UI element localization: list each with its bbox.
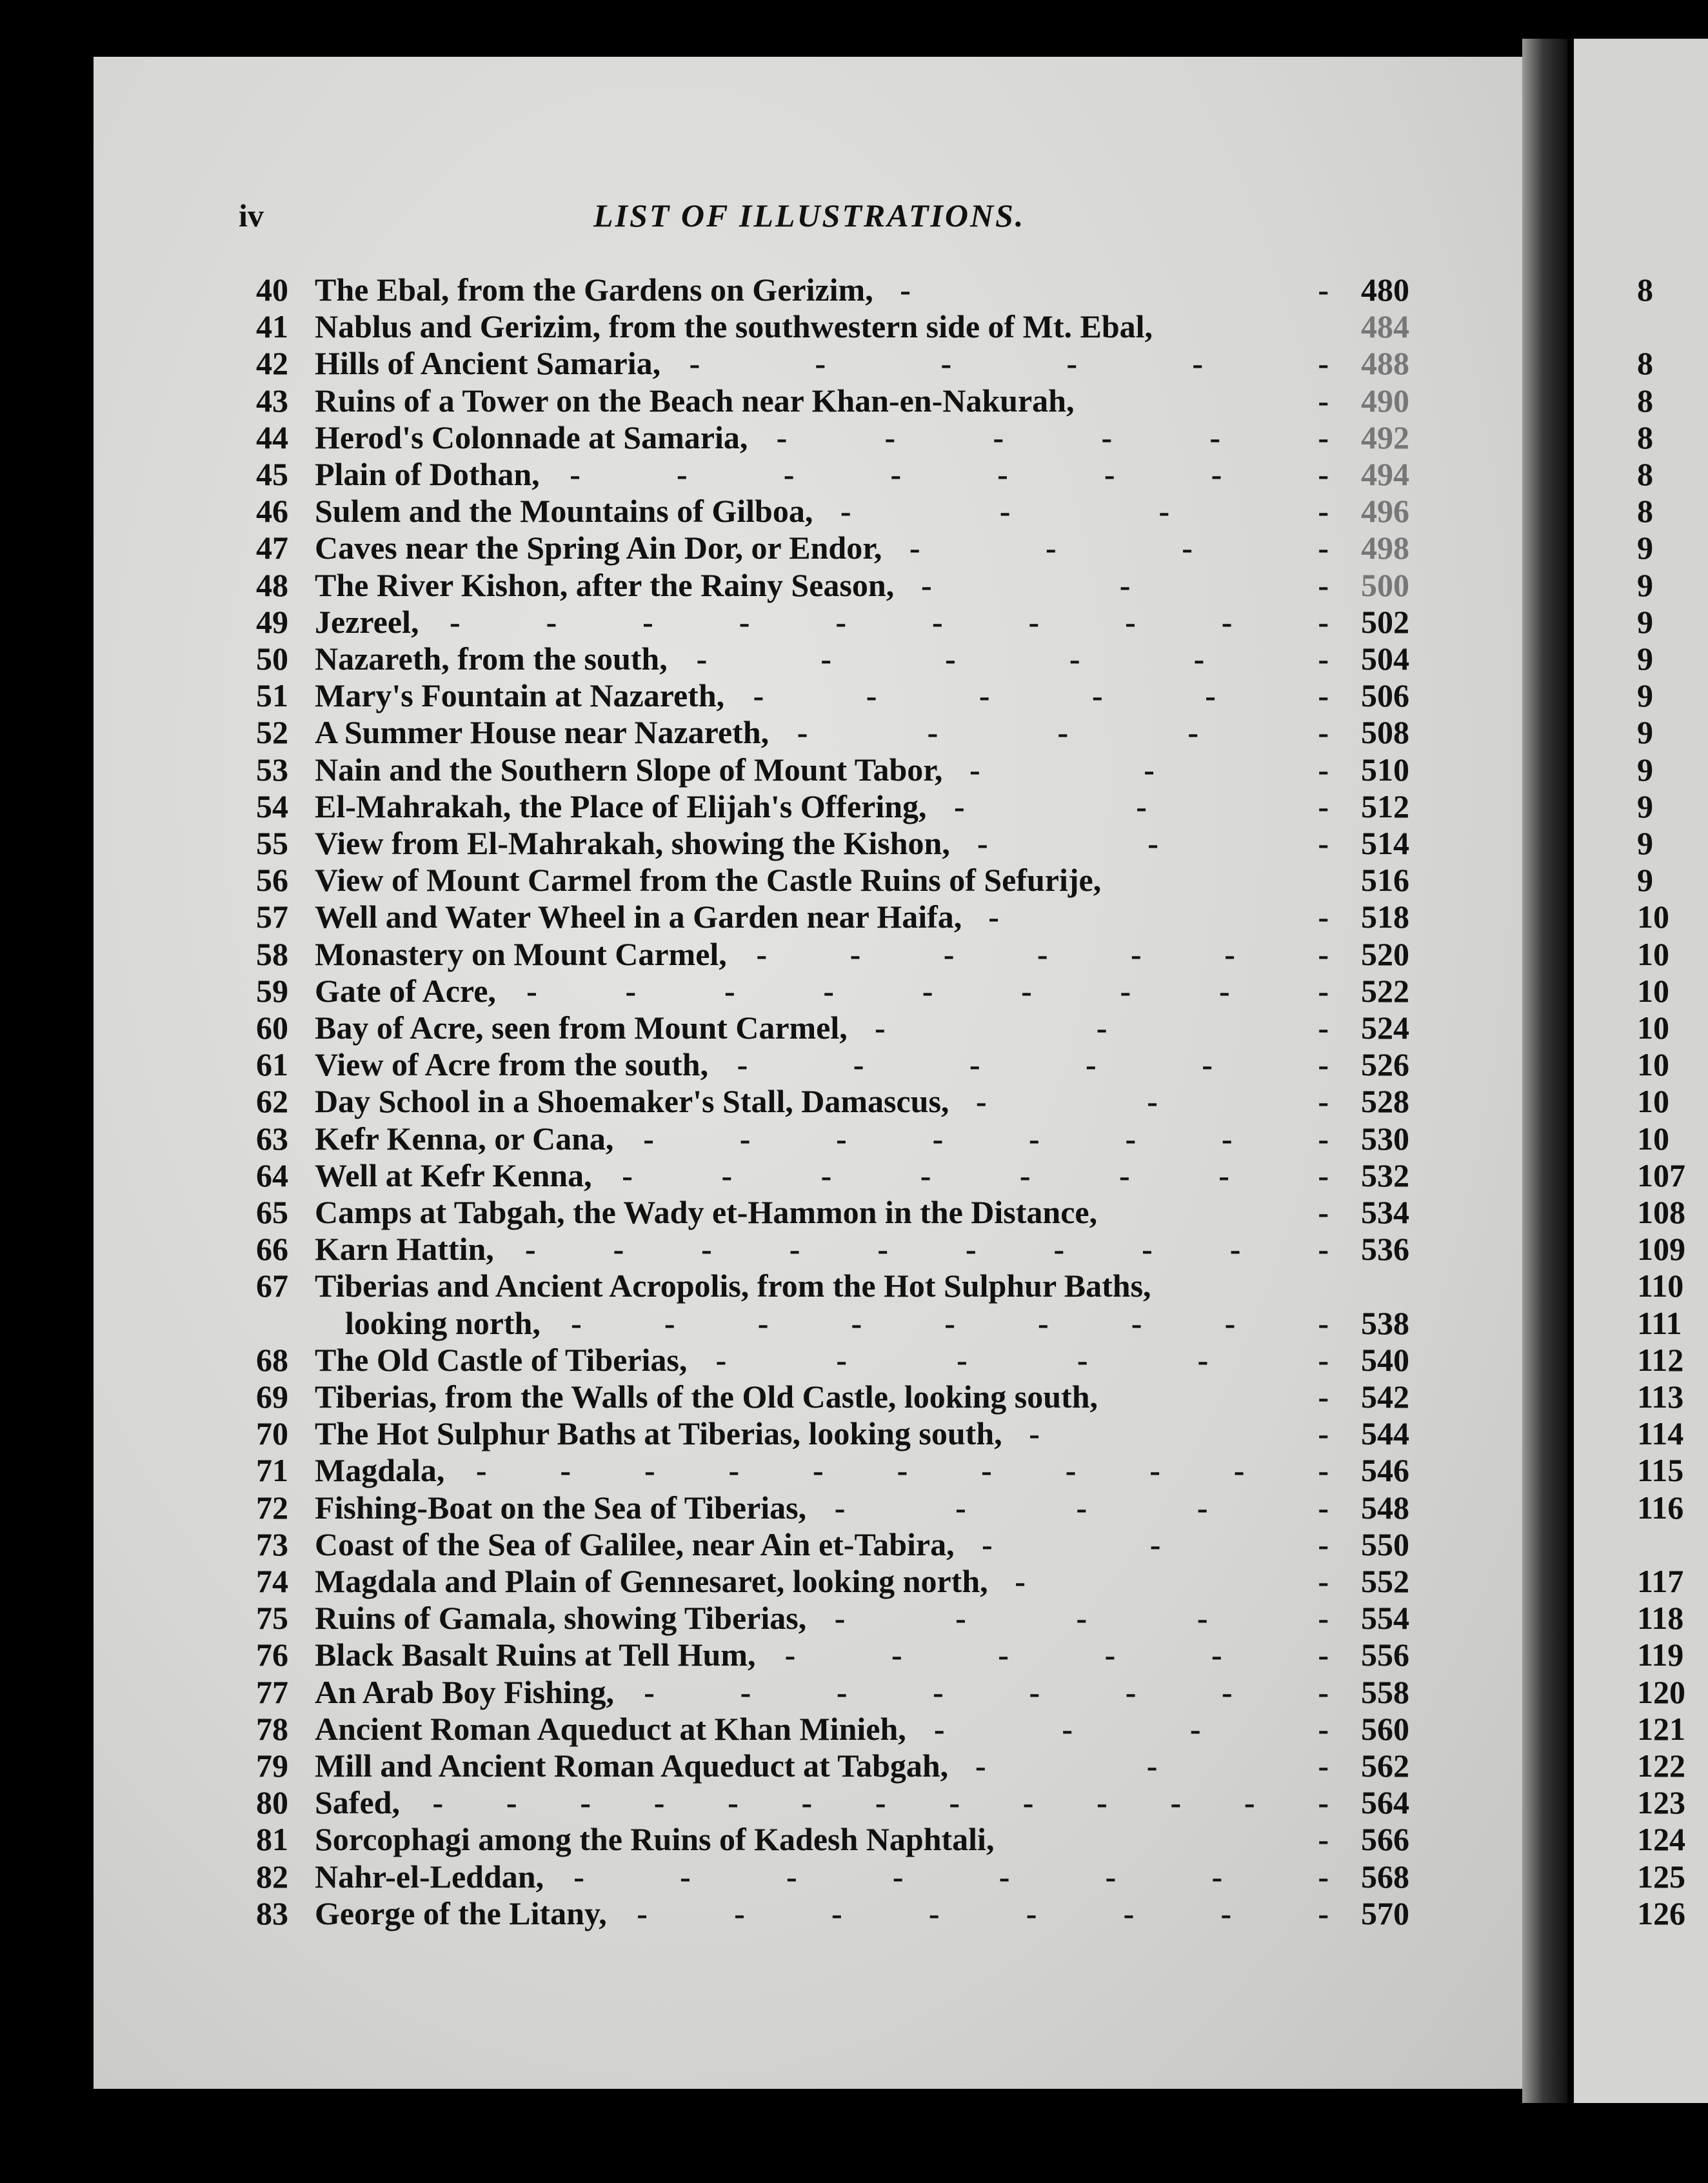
plate-number: 62 — [256, 1083, 288, 1120]
leader-dashes: - - - - - - - - — [573, 1858, 1329, 1895]
leader-dashes: - - - - - - - - - — [526, 972, 1329, 1009]
plate-number: 52 — [256, 714, 288, 751]
page-number: 510 — [1361, 751, 1409, 788]
leader-dashes: - - - - - - - - - — [571, 1304, 1329, 1341]
facing-page-number: 113 — [1637, 1379, 1684, 1415]
leader-dashes: - - — [900, 272, 1329, 308]
illustration-title: The Old Castle of Tiberias, — [315, 1341, 688, 1378]
facing-page-number: 111 — [1637, 1304, 1682, 1341]
list-item — [0, 271, 1653, 308]
list-item — [0, 1046, 1669, 1083]
illustration-title: View of Mount Carmel from the Castle Ruins of Sefurije, — [315, 862, 1102, 899]
plate-number: 67 — [256, 1268, 288, 1304]
facing-page-number: 10 — [1637, 1010, 1669, 1046]
leader-dashes: - - - — [977, 825, 1329, 861]
illustration-title: Mill and Ancient Roman Aqueduct at Tabgah, — [315, 1748, 949, 1784]
list-item — [0, 308, 1529, 345]
page-number: 524 — [1361, 1010, 1409, 1046]
plate-number: 75 — [256, 1600, 288, 1637]
plate-number: 49 — [256, 603, 288, 640]
leader-dashes: - - - - - - — [753, 677, 1329, 714]
facing-page-number: 125 — [1637, 1858, 1685, 1895]
list-item — [0, 1378, 1684, 1415]
illustration-title: Caves near the Spring Ain Dor, or Endor, — [315, 530, 882, 566]
plate-number: 45 — [256, 456, 288, 492]
illustration-title: The Ebal, from the Gardens on Gerizim, — [315, 272, 873, 308]
facing-page-number: 9 — [1637, 751, 1653, 788]
list-item — [0, 1082, 1669, 1120]
plate-number: 50 — [256, 641, 288, 677]
plate-number: 70 — [256, 1415, 288, 1452]
list-item — [0, 1636, 1684, 1673]
illustration-title: Ruins of a Tower on the Beach near Khan-en-Nakurah, — [315, 382, 1075, 419]
plate-number: 69 — [256, 1379, 288, 1415]
facing-page-number: 123 — [1637, 1784, 1685, 1821]
page-number: 488 — [1361, 345, 1409, 382]
illustration-title: Nahr-el-Leddan, — [315, 1858, 544, 1895]
plate-number: 68 — [256, 1341, 288, 1378]
facing-page-number: 9 — [1637, 603, 1653, 640]
leader-dashes: - - - - — [909, 530, 1329, 566]
illustration-title: Well and Water Wheel in a Garden near Haifa, — [315, 899, 962, 935]
illustration-title: View of Acre from the south, — [315, 1046, 709, 1083]
illustration-title: George of the Litany, — [315, 1895, 607, 1931]
plate-number: 74 — [256, 1563, 288, 1599]
plate-number: 59 — [256, 972, 288, 1009]
list-item — [0, 861, 1653, 899]
illustration-title: Gate of Acre, — [315, 972, 496, 1009]
page-number: 540 — [1361, 1341, 1409, 1378]
plate-number: 60 — [256, 1010, 288, 1046]
facing-page-number: 8 — [1637, 382, 1653, 419]
folio-number: iv — [239, 197, 264, 234]
leader-dashes: - - - - - - — [784, 1637, 1329, 1673]
leader-dashes: - - - - - - - - — [637, 1895, 1329, 1931]
page-number: 546 — [1361, 1452, 1409, 1489]
list-item — [0, 1009, 1669, 1046]
page-number: 512 — [1361, 788, 1409, 824]
page-number: 550 — [1361, 1526, 1409, 1562]
page-number: 526 — [1361, 1046, 1409, 1083]
illustration-title: Day School in a Shoemaker's Stall, Damascus, — [315, 1083, 949, 1120]
plate-number: 47 — [256, 530, 288, 566]
running-title: LIST OF ILLUSTRATIONS. — [593, 197, 1026, 234]
facing-page-number: 122 — [1637, 1748, 1685, 1784]
list-item — [0, 455, 1653, 493]
leader-dashes: - - - - - - — [715, 1341, 1329, 1378]
plate-number: 78 — [256, 1710, 288, 1747]
illustration-title: Magdala and Plain of Gennesaret, looking north, — [315, 1563, 988, 1599]
leader-dashes: - - - - - — [834, 1600, 1329, 1637]
plate-number: 73 — [256, 1526, 288, 1562]
facing-page-number: 10 — [1637, 1046, 1669, 1083]
list-item — [0, 1526, 1529, 1563]
page-number: 514 — [1361, 825, 1409, 861]
page-number: 528 — [1361, 1083, 1409, 1120]
plate-number: 66 — [256, 1231, 288, 1268]
facing-page-number: 10 — [1637, 972, 1669, 1009]
facing-page-number: 10 — [1637, 1120, 1669, 1157]
leader-dashes: - - - — [969, 751, 1329, 788]
illustration-title: Plain of Dothan, — [315, 456, 540, 492]
list-item — [0, 1193, 1685, 1231]
page-number: 484 — [1361, 308, 1409, 345]
plate-number: 83 — [256, 1895, 288, 1931]
page-number: 570 — [1361, 1895, 1409, 1931]
illustration-title: Monastery on Mount Carmel, — [315, 935, 727, 972]
facing-page-number: 116 — [1637, 1489, 1684, 1526]
plate-number: 51 — [256, 677, 288, 714]
leader-dashes: - - - - - - - - - - - — [475, 1452, 1329, 1489]
leader-dashes: - - - - - - - — [756, 935, 1329, 972]
leader-dashes: - - - - - - - - — [570, 456, 1329, 492]
page-number: 548 — [1361, 1489, 1409, 1526]
page-number: 538 — [1361, 1304, 1409, 1341]
facing-page-number: 110 — [1637, 1268, 1684, 1304]
list-item — [0, 382, 1653, 419]
illustration-title: Sorcophagi among the Ruins of Kadesh Naphtali, — [315, 1821, 995, 1858]
plate-number: 46 — [256, 493, 288, 530]
leader-dashes: - - - — [976, 1083, 1329, 1120]
plate-number: 65 — [256, 1194, 288, 1230]
list-item — [0, 751, 1653, 788]
page-number: 490 — [1361, 382, 1409, 419]
leader-dashes: - - - - - - — [696, 641, 1329, 677]
list-item — [0, 1673, 1685, 1711]
page-number: 530 — [1361, 1120, 1409, 1157]
illustration-title: Safed, — [315, 1784, 400, 1821]
illustration-title: An Arab Boy Fishing, — [315, 1673, 615, 1710]
plate-number: 64 — [256, 1157, 288, 1193]
list-item — [0, 1304, 1682, 1342]
facing-page-number: 119 — [1637, 1637, 1684, 1673]
list-item — [0, 1784, 1685, 1821]
illustration-title: Tiberias and Ancient Acropolis, from the Hot Sulphur Baths, — [315, 1268, 1151, 1304]
page-number: 520 — [1361, 935, 1409, 972]
facing-page-number: 112 — [1637, 1341, 1684, 1378]
list-item — [0, 788, 1653, 825]
leader-dashes: - - - - - - - - — [622, 1157, 1329, 1193]
page-number: 496 — [1361, 493, 1409, 530]
list-item — [0, 898, 1669, 935]
list-item — [0, 603, 1653, 641]
list-item — [0, 1820, 1685, 1858]
facing-page-number: 10 — [1637, 935, 1669, 972]
page-number: 566 — [1361, 1821, 1409, 1858]
facing-page-number: 9 — [1637, 825, 1653, 861]
list-item — [0, 1267, 1684, 1304]
illustration-title: The Hot Sulphur Baths at Tiberias, looking south, — [315, 1415, 1002, 1452]
leader-dashes: - - - — [875, 1010, 1329, 1046]
list-item — [0, 1157, 1685, 1194]
illustration-title: Nablus and Gerizim, from the southwestern side of Mt. Ebal, — [315, 308, 1153, 345]
list-item — [0, 713, 1653, 751]
plate-number: 79 — [256, 1748, 288, 1784]
leader-dashes: - - - — [954, 788, 1329, 824]
leader-dashes: - - — [988, 899, 1329, 935]
illustration-title: A Summer House near Nazareth, — [315, 714, 770, 751]
plate-number: 71 — [256, 1452, 288, 1489]
illustration-title: Jezreel, — [315, 603, 419, 640]
facing-page-number: 107 — [1637, 1157, 1685, 1193]
page-number: 542 — [1361, 1379, 1409, 1415]
list-item — [0, 824, 1653, 862]
leader-dashes: - - — [1015, 1563, 1329, 1599]
page-number: 504 — [1361, 641, 1409, 677]
leader-dashes: - - - - - - — [689, 345, 1329, 382]
leader-dashes: - - - — [921, 566, 1329, 603]
list-item — [0, 566, 1653, 604]
plate-number: 72 — [256, 1489, 288, 1526]
page-number: 560 — [1361, 1710, 1409, 1747]
plate-number: 53 — [256, 751, 288, 788]
page-number: 562 — [1361, 1748, 1409, 1784]
list-item — [0, 1415, 1684, 1452]
illustration-title: Well at Kefr Kenna, — [315, 1157, 592, 1193]
plate-number: 40 — [256, 272, 288, 308]
illustration-title: Coast of the Sea of Galilee, near Ain et-Tabira, — [315, 1526, 955, 1562]
leader-dashes: - - - - — [933, 1710, 1329, 1747]
illustration-title: Nazareth, from the south, — [315, 641, 668, 677]
page-number: 522 — [1361, 972, 1409, 1009]
facing-page-number: 118 — [1637, 1600, 1684, 1637]
list-item — [0, 972, 1669, 1010]
facing-page-number: 115 — [1637, 1452, 1684, 1489]
page-number: 506 — [1361, 677, 1409, 714]
page-number: 556 — [1361, 1637, 1409, 1673]
plate-number: 82 — [256, 1858, 288, 1895]
facing-page-number: 9 — [1637, 714, 1653, 751]
leader-dashes: - - - - - - — [776, 419, 1329, 455]
list-item — [0, 1489, 1684, 1526]
list-item — [0, 640, 1653, 677]
leader-dashes: - - - — [975, 1748, 1329, 1784]
leader-dashes: - — [1318, 1821, 1329, 1858]
list-item — [0, 1562, 1684, 1600]
illustration-title: Tiberias, from the Walls of the Old Castle, looking south, — [315, 1379, 1098, 1415]
list-item — [0, 677, 1653, 714]
plate-number: 55 — [256, 825, 288, 861]
illustration-title: Ruins of Gamala, showing Tiberias, — [315, 1600, 807, 1637]
leader-dashes: - - - - - - - - - - - - - — [432, 1784, 1329, 1821]
page-number: 516 — [1361, 862, 1409, 899]
illustration-title: looking north, — [345, 1304, 541, 1341]
illustration-title: Magdala, — [315, 1452, 445, 1489]
page-number: 564 — [1361, 1784, 1409, 1821]
page-number: 552 — [1361, 1563, 1409, 1599]
illustration-title: The River Kishon, after the Rainy Season, — [315, 566, 895, 603]
list-item — [0, 1120, 1669, 1157]
facing-page-number: 10 — [1637, 1083, 1669, 1120]
plate-number: 44 — [256, 419, 288, 455]
list-item — [0, 344, 1653, 382]
illustration-title: Ancient Roman Aqueduct at Khan Minieh, — [315, 1710, 906, 1747]
facing-page-number: 9 — [1637, 566, 1653, 603]
facing-page-number: 10 — [1637, 899, 1669, 935]
leader-dashes: - - - - - — [834, 1489, 1329, 1526]
leader-dashes: - - - - - - - - - - — [449, 603, 1329, 640]
facing-page-number: 109 — [1637, 1231, 1685, 1268]
plate-number: 57 — [256, 899, 288, 935]
list-item — [0, 529, 1653, 566]
list-item — [0, 492, 1653, 530]
illustration-title: Black Basalt Ruins at Tell Hum, — [315, 1637, 756, 1673]
plate-number: 48 — [256, 566, 288, 603]
plate-number: 61 — [256, 1046, 288, 1083]
page-number: 558 — [1361, 1673, 1409, 1710]
leader-dashes: - - - - — [840, 493, 1329, 530]
illustration-title: Hills of Ancient Samaria, — [315, 345, 661, 382]
facing-page-number: 8 — [1637, 419, 1653, 455]
facing-page-number: 8 — [1637, 493, 1653, 530]
book-gutter — [1522, 39, 1567, 2103]
leader-dashes: - - - - - - — [737, 1046, 1329, 1083]
illustration-title: Fishing-Boat on the Sea of Tiberias, — [315, 1489, 807, 1526]
page-number: 500 — [1361, 566, 1409, 603]
page-number: 536 — [1361, 1231, 1409, 1268]
page-number: 498 — [1361, 530, 1409, 566]
page-number: 534 — [1361, 1194, 1409, 1230]
list-item — [0, 1858, 1685, 1895]
illustration-title: Kefr Kenna, or Cana, — [315, 1120, 614, 1157]
facing-page-number: 9 — [1637, 788, 1653, 824]
facing-page-number: 121 — [1637, 1710, 1685, 1747]
plate-number: 81 — [256, 1821, 288, 1858]
leader-dashes: - - - - - - - - — [643, 1120, 1329, 1157]
facing-page-number: 9 — [1637, 862, 1653, 899]
list-item — [0, 1747, 1685, 1784]
list-item — [0, 1895, 1685, 1932]
illustration-title: Bay of Acre, seen from Mount Carmel, — [315, 1010, 848, 1046]
page-number: 508 — [1361, 714, 1409, 751]
plate-number: 58 — [256, 935, 288, 972]
plate-number: 56 — [256, 862, 288, 899]
page-number: 480 — [1361, 272, 1409, 308]
plate-number: 76 — [256, 1637, 288, 1673]
illustration-title: Camps at Tabgah, the Wady et-Hammon in the Distance, — [315, 1194, 1098, 1230]
leader-dashes: - — [1318, 382, 1329, 419]
list-item — [0, 935, 1669, 973]
page-number: 568 — [1361, 1858, 1409, 1895]
illustration-title: El-Mahrakah, the Place of Elijah's Offering, — [315, 788, 927, 824]
plate-number: 54 — [256, 788, 288, 824]
page-number: 518 — [1361, 899, 1409, 935]
facing-page-number: 117 — [1637, 1563, 1684, 1599]
leader-dashes: - - - - - - - - - - — [524, 1231, 1329, 1268]
facing-page-number: 108 — [1637, 1194, 1685, 1230]
illustration-title: View from El-Mahrakah, showing the Kishon, — [315, 825, 950, 861]
page-number: 532 — [1361, 1157, 1409, 1193]
leader-dashes: - — [1318, 1194, 1329, 1230]
page-number: 554 — [1361, 1600, 1409, 1637]
facing-page-number: 9 — [1637, 530, 1653, 566]
plate-number: 41 — [256, 308, 288, 345]
facing-page-number: 124 — [1637, 1821, 1685, 1858]
leader-dashes: - - - — [982, 1526, 1329, 1562]
facing-page-number: 114 — [1637, 1415, 1684, 1452]
facing-page-number: 120 — [1637, 1673, 1685, 1710]
illustration-title: Sulem and the Mountains of Gilboa, — [315, 493, 813, 530]
leader-dashes: - - — [1029, 1415, 1329, 1452]
list-item — [0, 1599, 1684, 1637]
facing-page-number: 126 — [1637, 1895, 1685, 1931]
list-item — [0, 1230, 1685, 1268]
list-item — [0, 1710, 1685, 1748]
leader-dashes: - - - - - - - - — [644, 1673, 1329, 1710]
plate-number: 80 — [256, 1784, 288, 1821]
list-item — [0, 1341, 1684, 1379]
plate-number: 42 — [256, 345, 288, 382]
page-number: 544 — [1361, 1415, 1409, 1452]
list-item — [0, 1451, 1684, 1489]
illustration-title: Karn Hattin, — [315, 1231, 494, 1268]
facing-page-number: 9 — [1637, 677, 1653, 714]
plate-number: 63 — [256, 1120, 288, 1157]
leader-dashes: - — [1318, 1379, 1329, 1415]
illustration-title: Nain and the Southern Slope of Mount Tabor, — [315, 751, 943, 788]
illustration-title: Herod's Colonnade at Samaria, — [315, 419, 748, 455]
page-number: 494 — [1361, 456, 1409, 492]
page-number: 492 — [1361, 419, 1409, 455]
plate-number: 43 — [256, 382, 288, 419]
facing-page-number: 8 — [1637, 272, 1653, 308]
page-number: 502 — [1361, 603, 1409, 640]
facing-page-number: 8 — [1637, 345, 1653, 382]
illustration-title: Mary's Fountain at Nazareth, — [315, 677, 725, 714]
plate-number: 77 — [256, 1673, 288, 1710]
facing-page-number: 8 — [1637, 456, 1653, 492]
list-item — [0, 419, 1653, 456]
facing-page-number: 9 — [1637, 641, 1653, 677]
leader-dashes: - - - - - — [797, 714, 1329, 751]
